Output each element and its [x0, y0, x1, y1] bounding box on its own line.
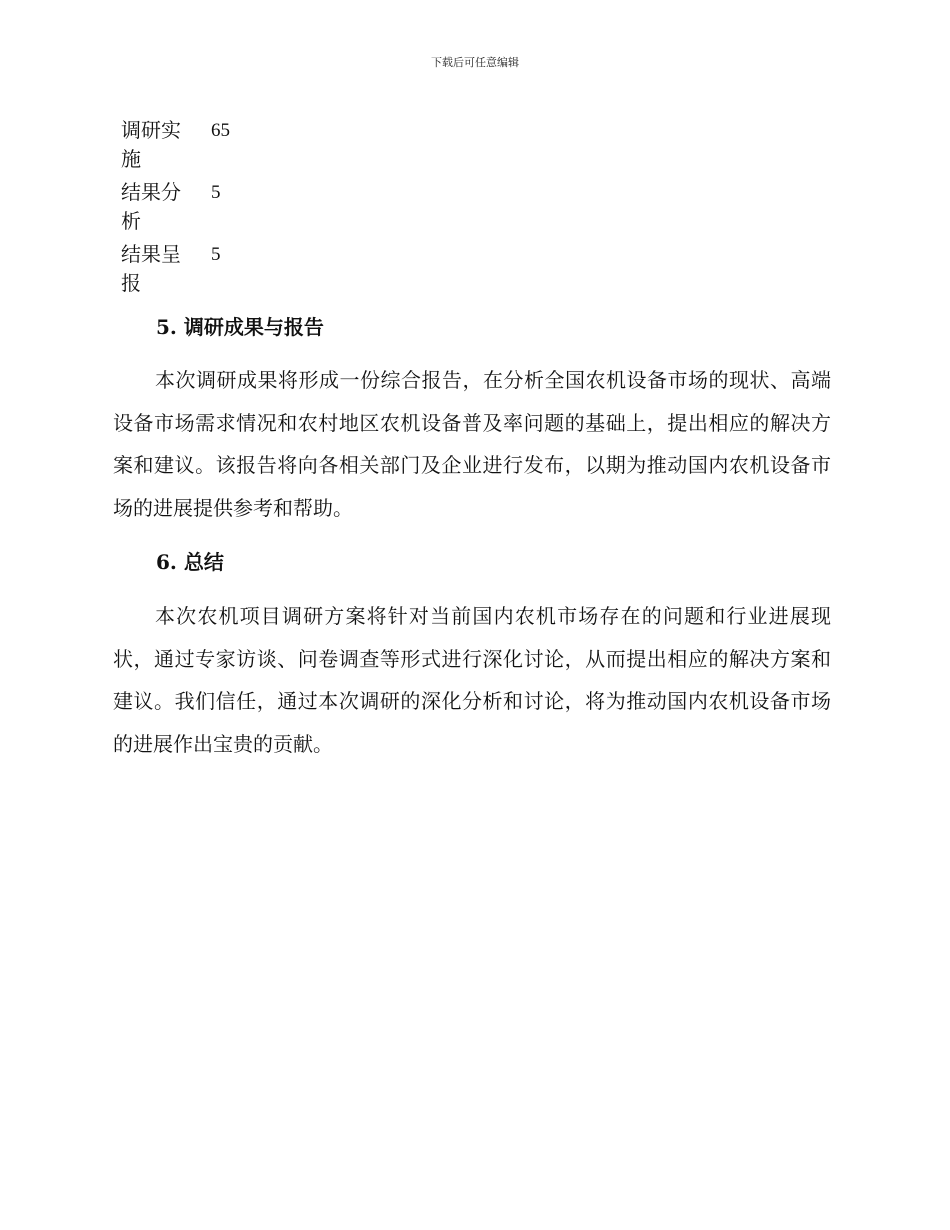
phase-duration: 65: [211, 120, 230, 141]
phase-name: 结果呈报: [121, 242, 181, 295]
schedule-row: [121, 178, 321, 236]
schedule-table: [121, 116, 321, 298]
schedule-row: [121, 116, 321, 174]
phase-duration: 5: [211, 182, 221, 203]
section-heading-summary: 6. 总结: [156, 550, 224, 574]
section-body-summary: 本次农机项目调研方案将针对当前国内农机市场存在的问题和行业进展现状，通过专家访谈、问卷调查等形式进行深化讨论，从而提出相应的解决方案和建议。我们信任，通过本次调研的深化分析和讨论，将为推动国内农机设备市场的进展作出宝贵的贡献。: [113, 604, 831, 756]
schedule-row: [121, 240, 321, 298]
phase-duration: 5: [211, 244, 221, 265]
phase-name: 调研实施: [121, 118, 181, 171]
page-header-note: 下载后可任意编辑: [431, 56, 519, 69]
section-body-results: 本次调研成果将形成一份综合报告，在分析全国农机设备市场的现状、高端设备市场需求情况和农村地区农机设备普及率问题的基础上，提出相应的解决方案和建议。该报告将向各相关部门及企业进行发布，以期为推动国内农机设备市场的进展提供参考和帮助。: [113, 368, 831, 520]
section-heading-results: 5. 调研成果与报告: [156, 315, 324, 339]
phase-name: 结果分析: [121, 180, 181, 233]
